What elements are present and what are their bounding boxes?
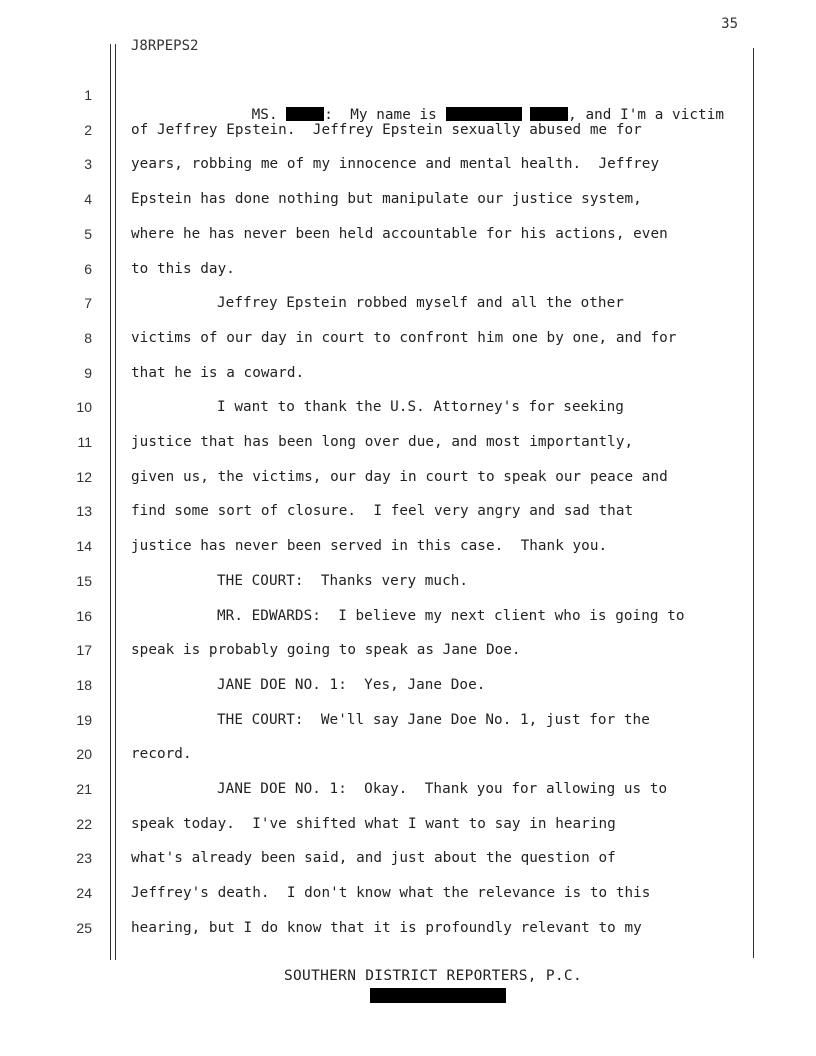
transcript-line: Epstein has done nothing but manipulate our justice system, <box>131 191 642 208</box>
transcript-line: THE COURT: Thanks very much. <box>217 572 469 589</box>
line-number: 16 <box>76 607 92 624</box>
line-number: 14 <box>76 538 92 555</box>
transcript-line: MR. EDWARDS: I believe my next client who is going to <box>217 607 685 624</box>
line-number: 20 <box>76 746 92 763</box>
line-number: 7 <box>84 295 92 312</box>
transcript-line: JANE DOE NO. 1: Okay. Thank you for allowing us to <box>217 781 668 797</box>
left-margin-rule-inner <box>115 44 116 960</box>
transcript-line: years, robbing me of my innocence and mental health. Jeffrey <box>131 156 660 173</box>
right-margin-rule <box>753 48 754 958</box>
transcript-line: speak is probably going to speak as Jane Doe. <box>131 642 521 659</box>
speaker-prefix: MS. <box>251 107 287 123</box>
transcript-line: where he has never been held accountable for his actions, even <box>131 225 668 242</box>
case-id: J8RPEPS2 <box>131 38 199 54</box>
line-number: 12 <box>76 468 92 485</box>
line-number: 4 <box>84 191 92 208</box>
left-margin-rule-outer <box>110 44 111 960</box>
line-number: 3 <box>84 156 92 173</box>
line-number: 8 <box>84 329 92 346</box>
transcript-line: hearing, but I do know that it is profoundly relevant to my <box>131 919 642 936</box>
transcript-line: that he is a coward. <box>131 364 305 381</box>
line-number: 24 <box>76 885 92 902</box>
line-number: 18 <box>76 676 92 693</box>
page-number: 35 <box>721 16 738 32</box>
transcript-line: given us, the victims, our day in court to speak our peace and <box>131 468 668 485</box>
line-number: 5 <box>84 225 92 242</box>
line-number: 15 <box>76 572 92 589</box>
footer-reporter: SOUTHERN DISTRICT REPORTERS, P.C. <box>284 968 582 984</box>
transcript-line: to this day. <box>131 260 235 277</box>
line-number: 6 <box>84 260 92 277</box>
transcript-line: I want to thank the U.S. Attorney's for seeking <box>217 399 624 416</box>
footer-redaction-bar <box>370 988 506 1003</box>
transcript-line: find some sort of closure. I feel very angry and sad that <box>131 503 634 520</box>
line-number: 17 <box>76 642 92 659</box>
line-text: , and I'm a victim <box>568 107 725 123</box>
line-number: 22 <box>76 815 92 832</box>
transcript-line: justice that has been long over due, and most importantly, <box>131 434 634 450</box>
line-number: 9 <box>84 364 92 381</box>
line-number: 1 <box>84 87 92 103</box>
transcript-line: Jeffrey Epstein robbed myself and all the other <box>217 295 624 312</box>
transcript-line: victims of our day in court to confront him one by one, and for <box>131 329 677 346</box>
line-number: 13 <box>76 503 92 520</box>
line-number: 21 <box>76 781 92 797</box>
transcript-line: of Jeffrey Epstein. Jeffrey Epstein sexually abused me for <box>131 121 642 138</box>
transcript-line: Jeffrey's death. I don't know what the relevance is to this <box>131 885 651 902</box>
line-number: 23 <box>76 850 92 867</box>
transcript-line: what's already been said, and just about the question of <box>131 850 616 867</box>
transcript-line: record. <box>131 746 192 763</box>
transcript-line: JANE DOE NO. 1: Yes, Jane Doe. <box>217 676 486 693</box>
line-text: : My name is <box>324 107 446 123</box>
line-number: 19 <box>76 711 92 728</box>
transcript-line: justice has never been served in this case. Thank you. <box>131 538 608 555</box>
transcript-line: THE COURT: We'll say Jane Doe No. 1, just for the <box>217 711 650 728</box>
transcript-line: speak today. I've shifted what I want to say in hearing <box>131 815 616 832</box>
line-number: 2 <box>84 121 92 138</box>
line-number: 25 <box>76 919 92 936</box>
line-number: 10 <box>76 399 92 416</box>
line-number: 11 <box>77 434 92 450</box>
